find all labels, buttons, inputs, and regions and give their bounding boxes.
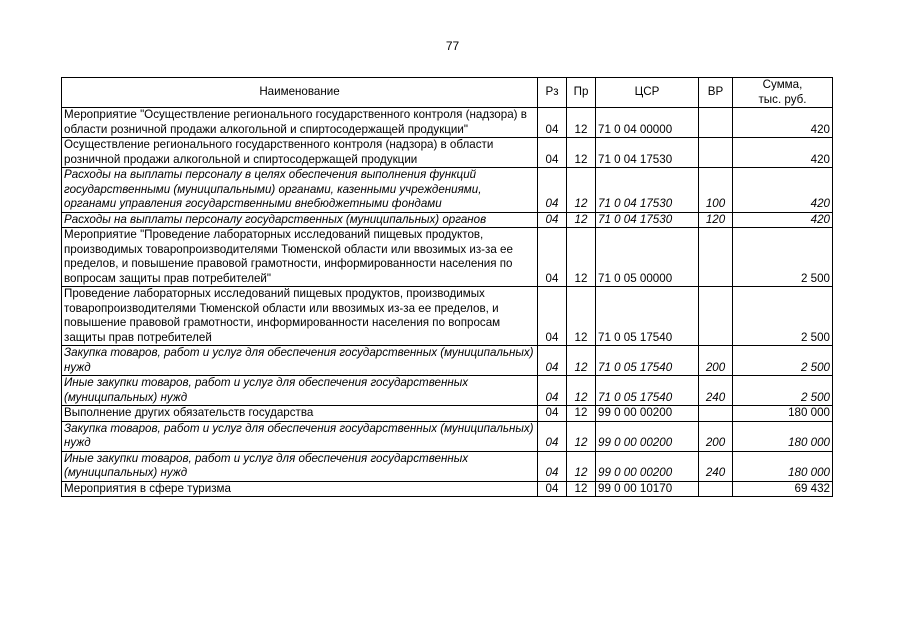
row-name-cell: Выполнение других обязательств государства bbox=[62, 406, 538, 422]
row-name-cell: Мероприятие "Осуществление регионального государственного контроля (надзора) в области розничной продажи алкогольной и спиртосодержащей продукции" bbox=[62, 108, 538, 138]
row-csr-cell: 99 0 00 00200 bbox=[596, 406, 699, 422]
row-csr-cell: 71 0 04 17530 bbox=[596, 212, 699, 228]
row-pr-cell: 12 bbox=[567, 451, 596, 481]
row-csr-cell: 71 0 04 00000 bbox=[596, 108, 699, 138]
row-amount-cell: 2 500 bbox=[733, 287, 833, 346]
row-rz-cell: 04 bbox=[538, 421, 567, 451]
row-amount-cell: 2 500 bbox=[733, 228, 833, 287]
table-row bbox=[62, 376, 833, 406]
row-vr-cell bbox=[699, 138, 733, 168]
table-row bbox=[62, 346, 833, 376]
row-vr-cell bbox=[699, 228, 733, 287]
row-rz-cell: 04 bbox=[538, 228, 567, 287]
table-row bbox=[62, 212, 833, 228]
row-amount-cell: 420 bbox=[733, 168, 833, 213]
row-name-cell: Закупка товаров, работ и услуг для обеспечения государственных (муниципальных) нужд bbox=[62, 346, 538, 376]
row-rz-cell: 04 bbox=[538, 406, 567, 422]
row-amount-cell: 180 000 bbox=[733, 421, 833, 451]
header-sum-line1: Сумма, bbox=[762, 78, 803, 91]
table-row bbox=[62, 481, 833, 497]
row-amount-cell: 180 000 bbox=[733, 451, 833, 481]
row-pr-cell: 12 bbox=[567, 346, 596, 376]
row-name-cell: Закупка товаров, работ и услуг для обеспечения государственных (муниципальных) нужд bbox=[62, 421, 538, 451]
table-row bbox=[62, 168, 833, 213]
row-name-cell: Иные закупки товаров, работ и услуг для обеспечения государственных (муниципальных) нужд bbox=[62, 376, 538, 406]
row-pr-cell: 12 bbox=[567, 228, 596, 287]
row-vr-cell: 240 bbox=[699, 451, 733, 481]
header-sum-line2: тыс. руб. bbox=[758, 92, 807, 106]
row-rz-cell: 04 bbox=[538, 376, 567, 406]
row-csr-cell: 99 0 00 10170 bbox=[596, 481, 699, 497]
row-amount-cell: 2 500 bbox=[733, 376, 833, 406]
row-rz-cell: 04 bbox=[538, 346, 567, 376]
row-pr-cell: 12 bbox=[567, 212, 596, 228]
row-pr-cell: 12 bbox=[567, 108, 596, 138]
row-csr-cell: 99 0 00 00200 bbox=[596, 421, 699, 451]
row-vr-cell bbox=[699, 108, 733, 138]
table-header-row bbox=[62, 78, 833, 108]
table-row bbox=[62, 451, 833, 481]
row-rz-cell: 04 bbox=[538, 451, 567, 481]
row-csr-cell: 71 0 04 17530 bbox=[596, 138, 699, 168]
row-csr-cell: 71 0 04 17530 bbox=[596, 168, 699, 213]
header-rz: Рз bbox=[538, 78, 567, 108]
row-name-cell: Иные закупки товаров, работ и услуг для обеспечения государственных (муниципальных) нужд bbox=[62, 451, 538, 481]
row-vr-cell bbox=[699, 406, 733, 422]
row-csr-cell: 71 0 05 17540 bbox=[596, 346, 699, 376]
row-name-cell: Проведение лабораторных исследований пищевых продуктов, производимых товаропроизводителями Тюменской области или ввозимых из-за ее пределов, и повышение правовой грамотности, информированности населения по вопросам защиты прав потребителей bbox=[62, 287, 538, 346]
row-rz-cell: 04 bbox=[538, 212, 567, 228]
header-name: Наименование bbox=[62, 78, 538, 108]
table-row bbox=[62, 228, 833, 287]
header-pr: Пр bbox=[567, 78, 596, 108]
row-name-cell: Расходы на выплаты персоналу государственных (муниципальных) органов bbox=[62, 212, 538, 228]
row-vr-cell bbox=[699, 287, 733, 346]
row-amount-cell: 420 bbox=[733, 108, 833, 138]
row-vr-cell: 200 bbox=[699, 421, 733, 451]
row-amount-cell: 2 500 bbox=[733, 346, 833, 376]
row-csr-cell: 71 0 05 17540 bbox=[596, 287, 699, 346]
header-vr: ВР bbox=[699, 78, 733, 108]
table-row bbox=[62, 138, 833, 168]
table-row bbox=[62, 421, 833, 451]
row-rz-cell: 04 bbox=[538, 481, 567, 497]
budget-table bbox=[61, 77, 833, 497]
row-rz-cell: 04 bbox=[538, 108, 567, 138]
row-pr-cell: 12 bbox=[567, 421, 596, 451]
row-vr-cell: 120 bbox=[699, 212, 733, 228]
table-body bbox=[62, 108, 833, 497]
row-pr-cell: 12 bbox=[567, 481, 596, 497]
row-vr-cell bbox=[699, 481, 733, 497]
header-sum bbox=[733, 78, 833, 108]
table-row bbox=[62, 287, 833, 346]
row-pr-cell: 12 bbox=[567, 376, 596, 406]
row-name-cell: Мероприятие "Проведение лабораторных исследований пищевых продуктов, производимых товаропроизводителями Тюменской области или ввозимых из-за ее пределов, и повышение правовой грамотности, информированности населения по вопросам защиты прав потребителей" bbox=[62, 228, 538, 287]
row-csr-cell: 71 0 05 00000 bbox=[596, 228, 699, 287]
header-csr: ЦСР bbox=[596, 78, 699, 108]
row-vr-cell: 100 bbox=[699, 168, 733, 213]
row-pr-cell: 12 bbox=[567, 168, 596, 213]
row-amount-cell: 180 000 bbox=[733, 406, 833, 422]
row-rz-cell: 04 bbox=[538, 287, 567, 346]
row-rz-cell: 04 bbox=[538, 138, 567, 168]
row-amount-cell: 420 bbox=[733, 138, 833, 168]
table-row bbox=[62, 108, 833, 138]
table-row bbox=[62, 406, 833, 422]
row-rz-cell: 04 bbox=[538, 168, 567, 213]
row-vr-cell: 200 bbox=[699, 346, 733, 376]
row-pr-cell: 12 bbox=[567, 287, 596, 346]
row-name-cell: Мероприятия в сфере туризма bbox=[62, 481, 538, 497]
page-number: 77 bbox=[445, 39, 460, 53]
row-pr-cell: 12 bbox=[567, 138, 596, 168]
row-csr-cell: 71 0 05 17540 bbox=[596, 376, 699, 406]
row-csr-cell: 99 0 00 00200 bbox=[596, 451, 699, 481]
row-amount-cell: 69 432 bbox=[733, 481, 833, 497]
row-pr-cell: 12 bbox=[567, 406, 596, 422]
row-amount-cell: 420 bbox=[733, 212, 833, 228]
row-name-cell: Расходы на выплаты персоналу в целях обеспечения выполнения функций государственными (муниципальными) органами, казенными учреждениями, органами управления государственными внебюджетными фондами bbox=[62, 168, 538, 213]
row-name-cell: Осуществление регионального государственного контроля (надзора) в области розничной продажи алкогольной и спиртосодержащей продукции bbox=[62, 138, 538, 168]
row-vr-cell: 240 bbox=[699, 376, 733, 406]
